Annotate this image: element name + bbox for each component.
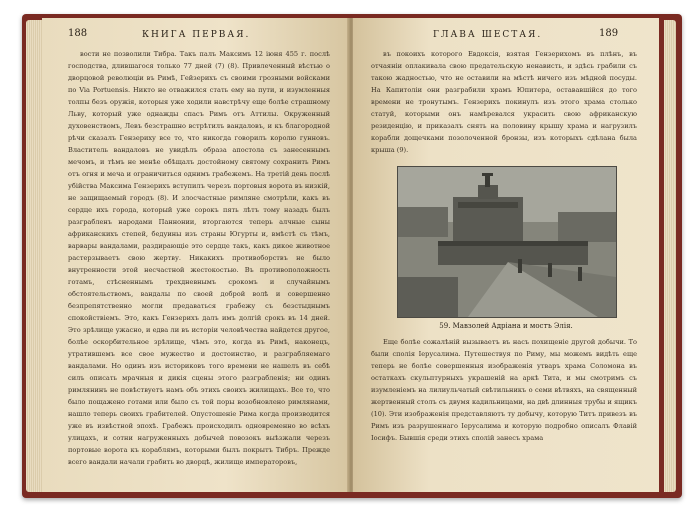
- right-page: [353, 18, 659, 492]
- right-page-text-top: [371, 48, 637, 156]
- right-page-body-top: въ покоихъ которого Евдоксія, взятая Гензерихомъ въ плѣнъ, въ отчаяніи оплакивала свою предательскую ненависть, и здѣсь грабили съ такою жадностью, что не оставили на мѣстѣ ничего изъ мѣдной посуды. На Капитоліи они разграбили храмъ Юпитера, остававшійся до того времени не тронутымъ. Гензерихъ покинулъ изъ этого храма столько статуй, которыми онъ намѣревался украсить свою африканскую резиденцію, и приказалъ снять на половину крышу храма и нагрузилъ корабли дощечками позолоченной бронзы, изъ которыхъ сдѣлана была крыша (9).: [371, 50, 637, 154]
- left-page-text: [68, 48, 330, 478]
- left-page: [42, 18, 349, 492]
- right-page-text-bottom: [371, 336, 637, 481]
- castel-sant-angelo-photo: [397, 166, 617, 318]
- page-edges-left: [26, 20, 42, 492]
- page-edges-right: [664, 20, 676, 492]
- right-running-head: ГЛАВА ШЕСТАЯ.: [433, 30, 543, 40]
- right-page-body-bottom: Еще болѣе сожалѣній вызываетъ въ насъ похищеніе другой добычи. То были сполія Іерусалима. Путешествуя по Риму, мы можемъ видѣть еще теперь не болѣе совершенныя изображенія утваръ храма Соломона въ остаткахъ скульптурныхъ украшеній на аркѣ Тита, и мы смотримъ съ изумленіемъ на лилиульчатый свѣтильникъ о семи вѣтвяхъ, на священный жертвенный столъ съ двумя кадильницами, на двѣ длинныя трубы и ящикъ (10). Эти изображенія представляютъ ту добычу, которую Титъ привезъ въ Римъ изъ разрушеннаго Іерусалима и которую подробно описалъ Флавій Іосифъ. Бывшія среди этихъ сполій занесъ храма: [371, 338, 637, 442]
- left-page-number: 188: [68, 28, 88, 39]
- left-page-body: вости не позволили Тибра. Такъ палъ Максимъ 12 іюня 455 г. послѣ господства, длившагося только 77 дней (7) (8). Привлеченный вѣстью о дворцовой революціи въ Римѣ, Гейзерихъ съ своими грозными войсками по Via Portuensis. Никто не отважился стать ему на пути, и изумленныя толпы безъ оружія, которыя уже ходили навстрѣчу еще болѣе страшному Льву, который уже однажды спасъ Римъ отъ Аттилы. Окруженный духовенствомъ, Левъ безстрашно встрѣтилъ вандаловъ, и къ благородной рѣчи сказалъ Гензериху все то, что никогда говорилъ королю гунновъ. Властитель вандаловъ не увидѣлъ образа апостола съ занесеннымъ мечомъ, и тѣмъ не менѣе обѣщалъ достойному святому сохранить Римъ отъ огня и меча и ограничиться однимъ грабежемъ. На третій день послѣ убійства Максима Гензерихъ вступилъ черезъ портовыя ворота въ низкій, не защищаемый городъ (8). И злосчастные римляне смотрѣли, какъ въ сердце ихъ города, который уже сорокъ пять лѣтъ тому назадъ былъ разграбленъ народами Паннонии, вторгаются теперь алчные сыны африканскихъ степей, бедуины изъ страны Югурты и, вмѣстѣ съ тѣмъ, варвары вандалами, раздирающіе это сердце такъ, какъ дикое животное растерзываетъ свою жертву. Никакихъ противоборствъ не было внутренности этой несчастной жестокостью. Въ противоположность готамъ, стѣсненнымъ трехдневнымъ срокомъ и случайнымъ обстоятельствомъ, вандалы по своей доброй волѣ и совершенно безпрепятственно могли предаваться грабежу съ безстыднымъ спокойствіемъ. Это, какъ Гензерихъ далъ имъ долгій срокъ въ 14 дней. Это зрѣлище ужасно, и едва ли въ исторіи человѣчества найдется другое, болѣе оскорбительное зрѣлище, чѣмъ это, когда въ Римѣ, наконецъ, утратившемъ все свое мужество и достоинство, и разграбляемаго вандалами. Но одинъ изъ историковъ того времени не нашелъ въ себѣ силъ описать мрачныя и дикія сцены этого разграбленія; ни одинъ римлянинъ не повѣствуетъ намъ объ этихъ своихъ жилищахъ. Все то, что было пощажено готами или было съ той поры возобновлено римлянами, нашло теперь своихъ грабителей. Опустошеніе Рима когда производится уже въ извѣстной эпохѣ. Грабежъ происходилъ одновременно во всѣхъ улицахъ, и сотни нагруженныхъ добычей повозокъ выѣзжали черезъ портовые ворота къ кораблямъ, которыми былъ покрытъ Тибръ. Прежде всего вандали начали грабить во дворцѣ, жилище императоровъ,: [68, 50, 330, 466]
- left-running-head: КНИГА ПЕРВАЯ.: [142, 30, 251, 40]
- open-book: [22, 14, 682, 498]
- figure-caption: 59. Мавзолей Адріана и мостъ Элія.: [439, 322, 573, 330]
- right-page-number: 189: [599, 28, 619, 39]
